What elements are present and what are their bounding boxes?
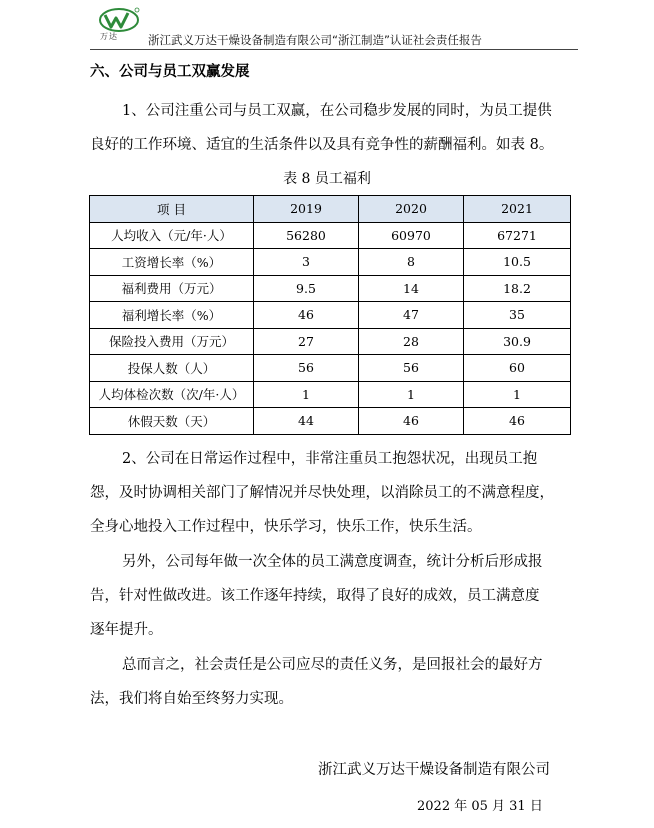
table-cell: 67271 bbox=[464, 222, 571, 249]
table-caption: 表 8 员工福利 bbox=[283, 171, 371, 187]
table-cell: 投保人数（人） bbox=[90, 355, 254, 382]
paragraph-line: 全身心地投入工作过程中，快乐学习，快乐工作，快乐生活。 bbox=[90, 519, 482, 535]
table-cell: 35 bbox=[464, 302, 571, 329]
table-cell: 1 bbox=[464, 381, 571, 408]
paragraph-3 bbox=[90, 545, 580, 647]
table-cell: 46 bbox=[359, 408, 464, 435]
table-row bbox=[90, 249, 571, 276]
table-cell: 保险投入费用（万元） bbox=[90, 328, 254, 355]
table-cell: 8 bbox=[359, 249, 464, 276]
table-row bbox=[90, 381, 571, 408]
paragraph-line: 另外，公司每年做一次全体的员工满意度调查，统计分析后形成报 bbox=[122, 554, 543, 570]
column-header-2019: 2019 bbox=[254, 196, 359, 223]
paragraph-line: 总而言之，社会责任是公司应尽的责任义务，是回报社会的最好方 bbox=[122, 657, 543, 673]
table-cell: 27 bbox=[254, 328, 359, 355]
table-cell: 56 bbox=[359, 355, 464, 382]
table-cell: 30.9 bbox=[464, 328, 571, 355]
table-cell: 18.2 bbox=[464, 275, 571, 302]
table-row bbox=[90, 355, 571, 382]
logo-brand-text: 万达 bbox=[100, 32, 118, 41]
table-row bbox=[90, 302, 571, 329]
signature-date: 2022 年 05 月 31 日 bbox=[417, 799, 543, 814]
table-row bbox=[90, 222, 571, 249]
column-header-item: 项 目 bbox=[90, 196, 254, 223]
section-title: 六、公司与员工双赢发展 bbox=[90, 64, 250, 80]
table-cell: 60 bbox=[464, 355, 571, 382]
column-header-2020: 2020 bbox=[359, 196, 464, 223]
table-header-row bbox=[90, 196, 571, 223]
paragraph-line: 良好的工作环境、适宜的生活条件以及具有竞争性的薪酬福利。如表 8。 bbox=[90, 137, 554, 153]
table-row bbox=[90, 275, 571, 302]
paragraph-4 bbox=[90, 648, 580, 716]
signature-company: 浙江武义万达干燥设备制造有限公司 bbox=[318, 762, 550, 778]
table-row bbox=[90, 328, 571, 355]
table-cell: 1 bbox=[254, 381, 359, 408]
table-cell: 56280 bbox=[254, 222, 359, 249]
table-cell: 10.5 bbox=[464, 249, 571, 276]
table-cell: 工资增长率（%） bbox=[90, 249, 254, 276]
paragraph-line: 法，我们将自始至终努力实现。 bbox=[90, 691, 293, 707]
table-cell: 9.5 bbox=[254, 275, 359, 302]
table-cell: 46 bbox=[464, 408, 571, 435]
table-cell: 1 bbox=[359, 381, 464, 408]
table-cell: 47 bbox=[359, 302, 464, 329]
paragraph-1 bbox=[90, 94, 580, 162]
table-cell: 14 bbox=[359, 275, 464, 302]
paragraph-line: 怨，及时协调相关部门了解情况并尽快处理，以消除员工的不满意程度， bbox=[90, 485, 554, 501]
table-cell: 60970 bbox=[359, 222, 464, 249]
table-cell: 福利费用（万元） bbox=[90, 275, 254, 302]
paragraph-line: 告，针对性做改进。该工作逐年持续，取得了良好的成效，员工满意度 bbox=[90, 588, 540, 604]
paragraph-2 bbox=[90, 442, 580, 544]
column-header-2021: 2021 bbox=[464, 196, 571, 223]
table-cell: 人均收入（元/年·人） bbox=[90, 222, 254, 249]
table-cell: 56 bbox=[254, 355, 359, 382]
table-cell: 46 bbox=[254, 302, 359, 329]
header-divider bbox=[90, 49, 578, 50]
table-cell: 44 bbox=[254, 408, 359, 435]
report-header-title: 浙江武义万达干燥设备制造有限公司“浙江制造”认证社会责任报告 bbox=[148, 33, 482, 47]
paragraph-line: 2、公司在日常运作过程中，非常注重员工抱怨状况，出现员工抱 bbox=[122, 451, 538, 467]
table-cell: 人均体检次数（次/年·人） bbox=[90, 381, 254, 408]
table-cell: 28 bbox=[359, 328, 464, 355]
table-cell: 3 bbox=[254, 249, 359, 276]
table-cell: 福利增长率（%） bbox=[90, 302, 254, 329]
table-cell: 休假天数（天） bbox=[90, 408, 254, 435]
paragraph-line: 1、公司注重公司与员工双赢，在公司稳步发展的同时，为员工提供 bbox=[122, 103, 552, 119]
table-row bbox=[90, 408, 571, 435]
employee-welfare-table bbox=[89, 195, 571, 435]
paragraph-line: 逐年提升。 bbox=[90, 622, 163, 638]
